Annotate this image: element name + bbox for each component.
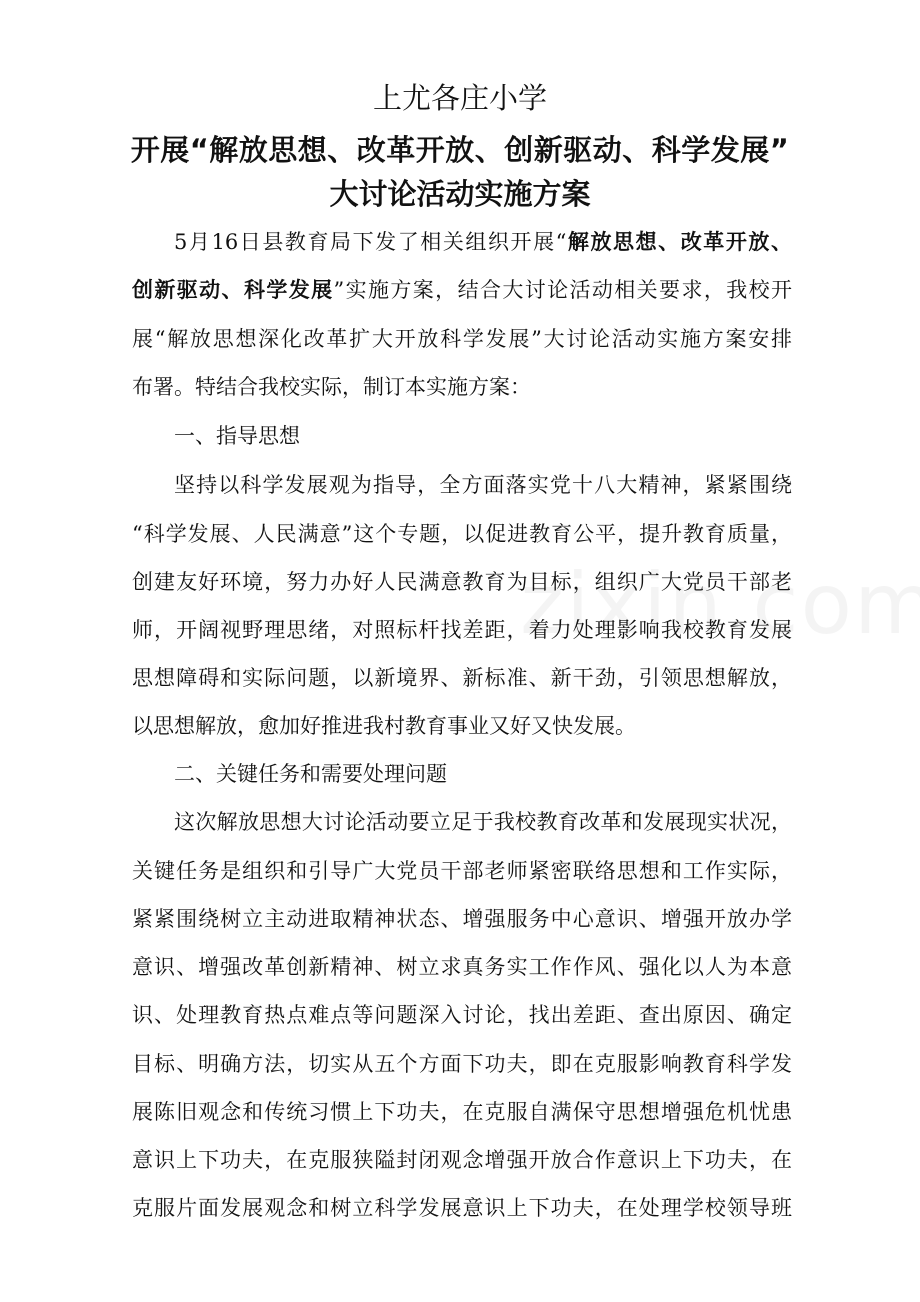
section2-line: 紧紧围绕树立主动进取精神状态、增强服务中心意识、增强开放办学 bbox=[132, 907, 792, 931]
intro-line-4: 布署。特结合我校实际，制订本实施方案： bbox=[132, 375, 531, 399]
section1-line: 创建友好环境，努力办好人民满意教育为目标，组织广大党员干部老 bbox=[132, 570, 792, 594]
section2-line: 意识上下功夫，在克服狭隘封闭观念增强开放合作意识上下功夫，在 bbox=[132, 1148, 792, 1172]
intro-text: 5月16日县教育局下发了相关组织开展“ bbox=[174, 230, 567, 254]
intro-emphasis: 创新驱动、科学发展 bbox=[132, 278, 334, 302]
intro-emphasis: 解放思想、改革开放、 bbox=[566, 230, 792, 254]
section2-line: 意识、增强改革创新精神、树立求真务实工作作风、强化以人为本意 bbox=[132, 955, 792, 979]
section1-line: “科学发展、人民满意”这个专题，以促进教育公平，提升教育质量， bbox=[132, 522, 792, 546]
section1-heading: 一、指导思想 bbox=[174, 424, 300, 448]
school-name-title: 上尤各庄小学 bbox=[372, 81, 547, 115]
section1-line: 思想障碍和实际问题，以新境界、新标准、新干劲，引领思想解放， bbox=[132, 666, 792, 690]
section2-line: 展陈旧观念和传统习惯上下功夫，在克服自满保守思想增强危机忧患 bbox=[132, 1100, 792, 1124]
section2-line: 关键任务是组织和引导广大党员干部老师紧密联络思想和工作实际， bbox=[132, 859, 792, 883]
section2-line: 目标、明确方法，切实从五个方面下功夫，即在克服影响教育科学发 bbox=[132, 1052, 792, 1076]
section1-line: 坚持以科学发展观为指导，全方面落实党十八大精神，紧紧围绕 bbox=[174, 473, 792, 497]
section1-line: 以思想解放，愈加好推进我村教育事业又好又快发展。 bbox=[132, 714, 636, 738]
intro-line-1 bbox=[174, 228, 792, 256]
intro-line-3: 展“解放思想深化改革扩大开放科学发展”大讨论活动实施方案安排 bbox=[132, 327, 792, 351]
section2-line: 克服片面发展观念和树立科学发展意识上下功夫，在处理学校领导班 bbox=[132, 1196, 792, 1220]
plan-title-line: 开展“解放思想、改革开放、创新驱动、科学发展” bbox=[130, 133, 790, 167]
intro-line-2 bbox=[132, 276, 792, 304]
section2-line: 这次解放思想大讨论活动要立足于我校教育改革和发展现实状况， bbox=[174, 810, 792, 834]
section2-line: 识、处理教育热点难点等问题深入讨论，找出差距、查出原因、确定 bbox=[132, 1003, 792, 1027]
plan-subtitle: 大讨论活动实施方案 bbox=[329, 177, 591, 211]
section2-heading: 二、关键任务和需要处理问题 bbox=[174, 762, 447, 786]
intro-text: ”实施方案，结合大讨论活动相关要求，我校开 bbox=[333, 278, 793, 302]
section1-line: 师，开阔视野理思绪，对照标杆找差距，着力处理影响我校教育发展 bbox=[132, 618, 792, 642]
